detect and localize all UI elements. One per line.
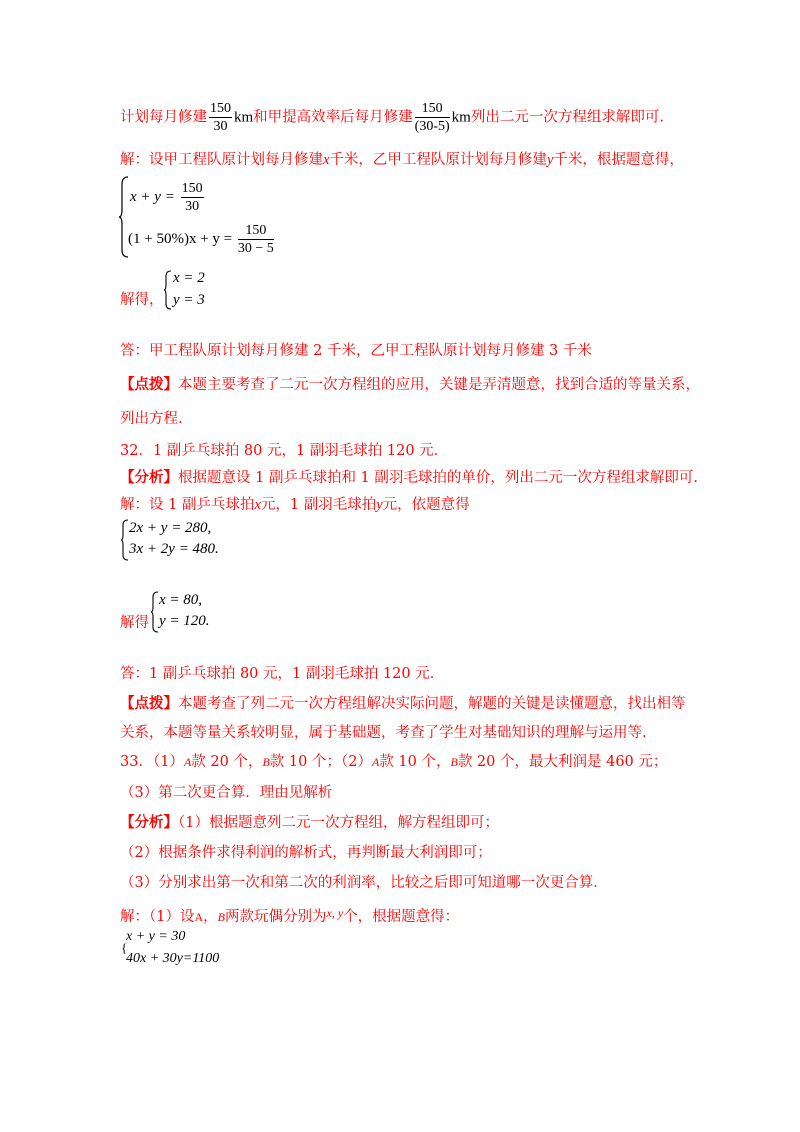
var-B: B	[450, 755, 458, 769]
lhs: x + y =	[130, 188, 175, 205]
analysis-32	[120, 468, 698, 488]
denominator: 30	[213, 119, 228, 134]
tip-32-continued: 关系，本题等量关系较明显，属于基础题，考查了学生对基础知识的理解与运用等.	[120, 725, 647, 741]
question-33-part3: （3）第二次更合算．理由见解析	[120, 785, 333, 801]
fraction-1	[209, 100, 232, 135]
tip-tag: 【点拨】	[120, 695, 178, 712]
var-B: B	[217, 910, 225, 924]
left-brace	[163, 270, 173, 310]
line-2	[120, 150, 684, 170]
tip-32	[120, 694, 686, 714]
denominator: 30	[185, 199, 200, 214]
unit: km	[451, 109, 471, 126]
analysis-text: 根据题意设 1 副乒乓球拍和 1 副羽毛球拍的单价，列出二元一次方程组求解即可.	[178, 470, 698, 486]
text: 33．（1）	[120, 754, 184, 770]
solution-32-intro	[120, 495, 470, 515]
solution2-eq1: x = 80,	[159, 592, 203, 608]
system1-eq2	[128, 222, 276, 257]
text: 解：设甲工程队原计划每月修建	[120, 152, 323, 168]
solution-label: 解得，	[120, 292, 164, 308]
solution1-eq2: y = 3	[173, 292, 205, 308]
var-x: x	[323, 152, 330, 168]
solution-label: 解得	[120, 615, 149, 631]
fraction-2	[415, 100, 450, 135]
fraction	[238, 222, 274, 257]
tip-1	[120, 375, 700, 395]
tip-text: 本题主要考查了二元一次方程组的应用，关键是弄清题意，找到合适的等量关系，	[178, 377, 700, 393]
var-y: y	[376, 497, 383, 513]
text: 解：设 1 副乒乓球拍	[120, 497, 255, 513]
line-1	[120, 100, 664, 135]
text: 款 10 个；（2）	[269, 754, 372, 770]
tip-1-continued: 列出方程.	[120, 411, 183, 427]
var-B: B	[262, 755, 270, 769]
unit: km	[234, 109, 254, 126]
analysis-text: （1）根据题意列二元一次方程组，解方程组即可；	[178, 815, 499, 831]
text: 和甲提高效率后每月修建	[253, 109, 413, 126]
text: 款 20 个，最大利润是 460 元；	[457, 754, 668, 770]
answer-1: 答：甲工程队原计划每月修建 2 千米，乙甲工程队原计划每月修建 3 千米	[120, 343, 592, 359]
tip-tag: 【点拨】	[120, 376, 178, 393]
text: 两款玩偶分别为	[225, 909, 327, 925]
var-A: A	[371, 755, 380, 769]
text: ，	[203, 909, 218, 925]
solution-33-intro	[120, 903, 459, 927]
denominator: 30 − 5	[237, 241, 274, 256]
solution2-eq2: y = 120.	[159, 613, 210, 629]
analysis-tag: 【分析】	[120, 469, 178, 486]
fraction	[181, 180, 204, 215]
vars-xy: x, y	[326, 906, 344, 920]
numerator: 150	[210, 101, 231, 116]
question-32-answer: 32．1 副乒乓球拍 80 元，1 副羽毛球拍 120 元．	[120, 443, 449, 459]
left-brace: {	[121, 940, 128, 955]
system3-eq2: 40x + 30y=1100	[126, 951, 220, 966]
text: 计划每月修建	[120, 109, 207, 126]
text: 千米，根据题意得，	[553, 152, 684, 168]
system1-eq1	[130, 180, 206, 215]
analysis-tag: 【分析】	[120, 814, 178, 831]
system2-eq1: 2x + y = 280,	[129, 520, 212, 536]
tip-text: 本题考查了列二元一次方程组解决实际问题，解题的关键是读懂题意，找出相等	[178, 696, 686, 712]
text: 千米，乙甲工程队原计划每月修建	[329, 152, 547, 168]
text: 款 10 个，	[379, 754, 451, 770]
var-x: x	[254, 497, 261, 513]
text: 列出二元一次方程组求解即可.	[470, 109, 664, 126]
numerator: 150	[415, 100, 450, 118]
text: 款 20 个，	[191, 754, 263, 770]
system2-eq2: 3x + 2y = 480.	[129, 541, 219, 557]
lhs: (1 + 50%)x + y =	[128, 230, 233, 247]
var-A: A	[194, 910, 204, 924]
answer-32: 答：1 副乒乓球拍 80 元，1 副羽毛球拍 120 元．	[120, 666, 445, 682]
text: 个，根据题意得：	[343, 909, 460, 925]
var-y: y	[546, 152, 554, 168]
text: 解：（1）设	[120, 909, 195, 925]
question-33-answer	[120, 752, 667, 772]
text: 元，依题意得	[382, 497, 470, 513]
numerator: 150	[181, 181, 203, 196]
text: 元，1 副羽毛球拍	[260, 497, 377, 513]
analysis-33-part2: （2）根据条件求得利润的解析式，再判断最大利润即可；	[120, 845, 492, 861]
var-A: A	[183, 755, 192, 769]
system3-eq1: x + y = 30	[126, 929, 186, 944]
solution1-eq1: x = 2	[173, 270, 205, 286]
analysis-33-part3: （3）分别求出第一次和第二次的利润率，比较之后即可知道哪一次更合算．	[120, 875, 608, 891]
numerator: 150	[238, 222, 274, 240]
analysis-33	[120, 813, 499, 833]
denominator: (30-5)	[414, 119, 450, 134]
